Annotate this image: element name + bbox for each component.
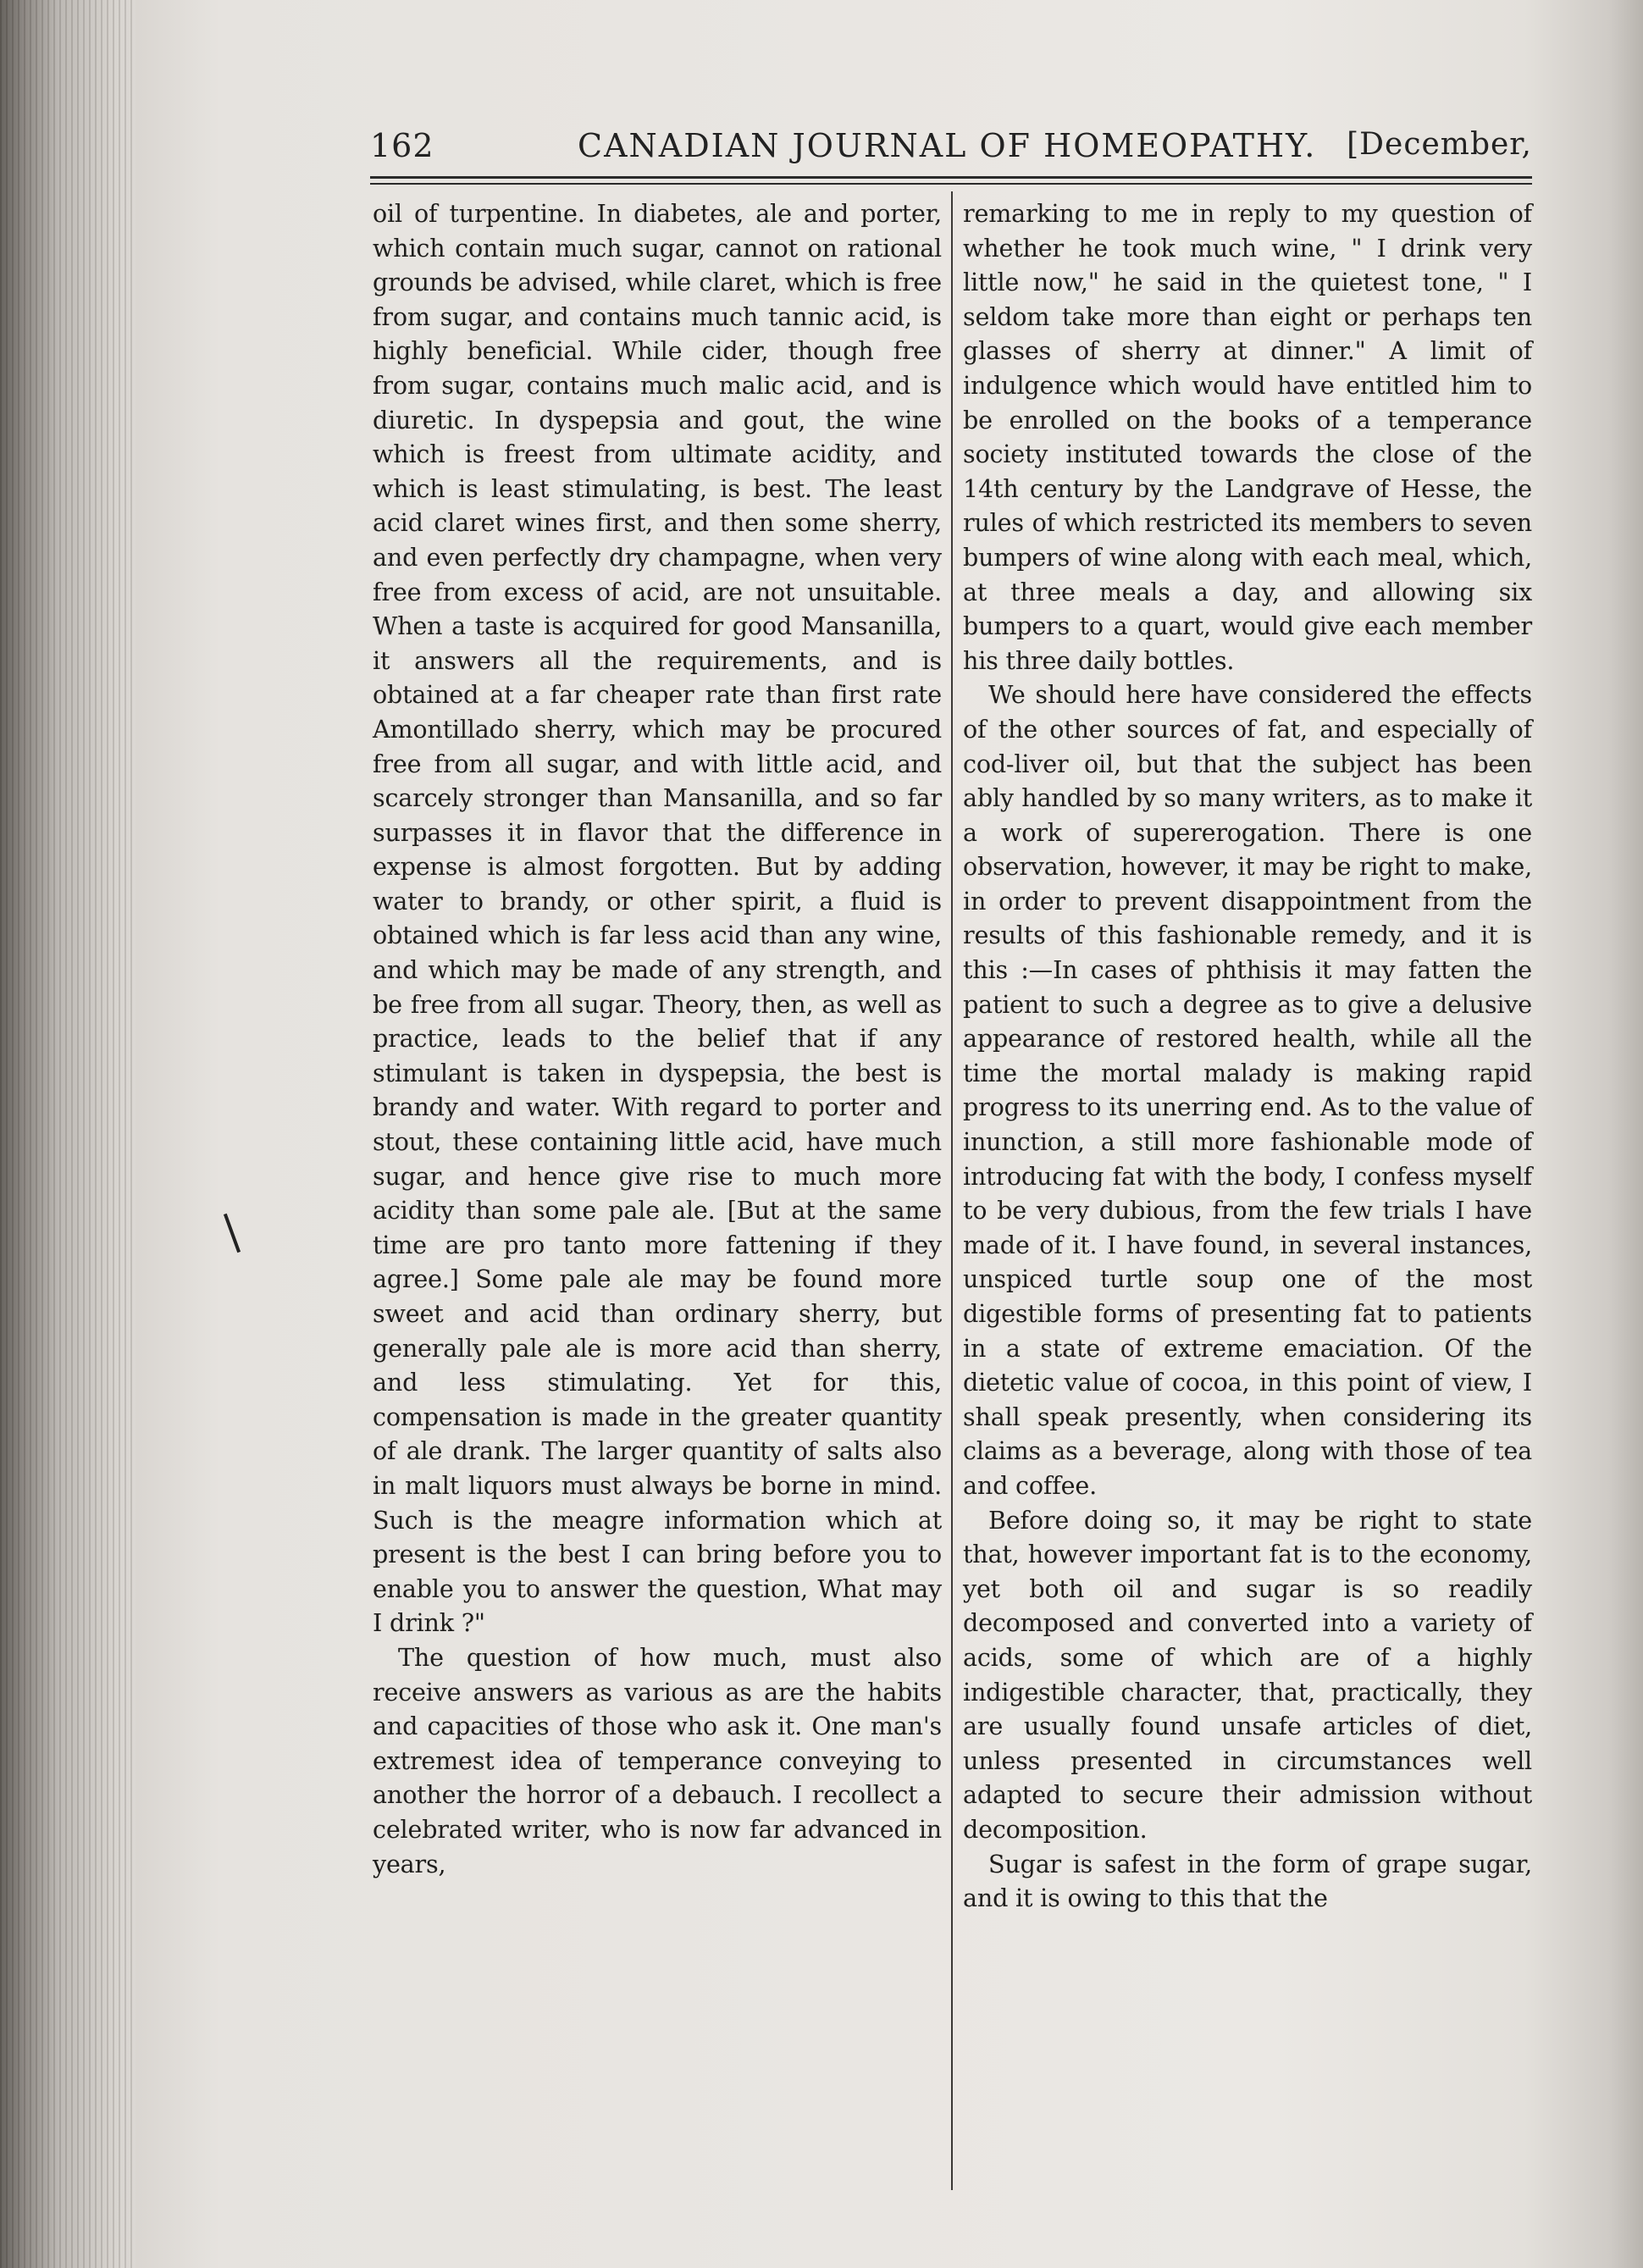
- right-paragraph-1: remarking to me in reply to my question of whether he took much wine, " I drink very little now," he said in the quietest tone, " I seldom take more than eight or perhaps ten glasses of sherry at dinner." A limit of indulgence which would have entitled him to be enrolled on the books of a temperance society instituted towards the close of the 14th century by the Landgrave of Hesse, the rules of which restricted its members to seven bumpers of wine along with each meal, which, at three meals a day, and allowing six bumpers to a quart, would give each member his three daily bottles.: [963, 199, 1532, 675]
- left-paragraph-1: oil of turpentine. In diabetes, ale and porter, which contain much sugar, cannot on rational grounds be advised, while claret, which is free from sugar, and contains much tannic acid, is highly beneficial. While cider, though free from sugar, contains much malic acid, and is diuretic. In dyspepsia and gout, the wine which is freest from ultimate acidity, and which is least stimulating, is best. The least acid claret wines first, and then some sherry, and even perfectly dry champagne, when very free from excess of acid, are not unsuitable. When a taste is acquired for good Mansanilla, it answers all the requirements, and is obtained at a far cheaper rate than first rate Amontillado sherry, which may be procured free from all sugar, and with little acid, and scarcely stronger than Mansanilla, and so far surpasses it in flavor that the difference in expense is almost forgotten. But by adding water to brandy, or other spirit, a fluid is obtained which is far less acid than any wine, and which may be made of any strength, and be free from all sugar. Theory, then, as well as practice, leads to the belief that if any stimulant is taken in dyspepsia, the best is brandy and water. With regard to porter and stout, these containing little acid, have much sugar, and hence give rise to much more acidity than some pale ale. [But at the same time are pro tanto more fattening if they agree.] Some pale ale may be found more sweet and acid than ordinary sherry, but generally pale ale is more acid than sherry, and less stimulating. Yet for this, compensation is made in the greater quantity of ale drank. The larger quantity of salts also in malt liquors must always be borne in mind. Such is the meagre information which at present is the best I can bring before you to enable you to answer the question, What may I drink ?": [373, 199, 942, 1638]
- book-binding-edge: [0, 0, 136, 2268]
- running-header: [370, 127, 1532, 178]
- right-paragraph-3: Before doing so, it may be right to state that, however important fat is to the economy, yet both oil and sugar is so readily decomposed and converted into a variety of acids, some of which are of a highly indigestible character, that, practically, they are usually found unsafe articles of diet, unless presented in circumstances well adapted to secure their admission without decomposition.: [963, 1505, 1532, 1844]
- margin-pencil-mark: [224, 1214, 241, 1253]
- right-column: [963, 196, 1532, 1916]
- column-divider: [951, 191, 953, 2190]
- left-column: [373, 196, 942, 1881]
- left-paragraph-2: The question of how much, must also receive answers as various as are the habits and capacities of those who ask it. One man's extremest idea of temperance conveying to another the horror of a debauch. I recollect a celebrated writer, who is now far advanced in years,: [373, 1642, 942, 1878]
- header-rule-thin: [370, 183, 1532, 185]
- journal-title: CANADIAN JOURNAL OF HOMEOPATHY.: [578, 127, 1317, 164]
- running-month: [December,: [1347, 127, 1532, 162]
- header-rule-thick: [370, 176, 1532, 179]
- page-number: 162: [370, 127, 434, 164]
- right-paragraph-4: Sugar is safest in the form of grape sugar, and it is owing to this that the: [963, 1849, 1532, 1913]
- right-paragraph-2: We should here have considered the effects of the other sources of fat, and especially of cod-liver oil, but that the subject has been ably handled by so many writers, as to make it a work of supererogation. There is one observation, however, it may be right to make, in order to prevent disappointment from the results of this fashionable remedy, and it is this :—In cases of phthisis it may fatten the patient to such a degree as to give a delusive appearance of restored health, while all the time the mortal malady is making rapid progress to its unerring end. As to the value of inunction, a still more fashionable mode of introducing fat with the body, I confess myself to be very dubious, from the few trials I have made of it. I have found, in several instances, unspiced turtle soup one of the most digestible forms of presenting fat to patients in a state of extreme emaciation. Of the dietetic value of cocoa, in this point of view, I shall speak presently, when considering its claims as a beverage, along with those of tea and coffee.: [963, 680, 1532, 1500]
